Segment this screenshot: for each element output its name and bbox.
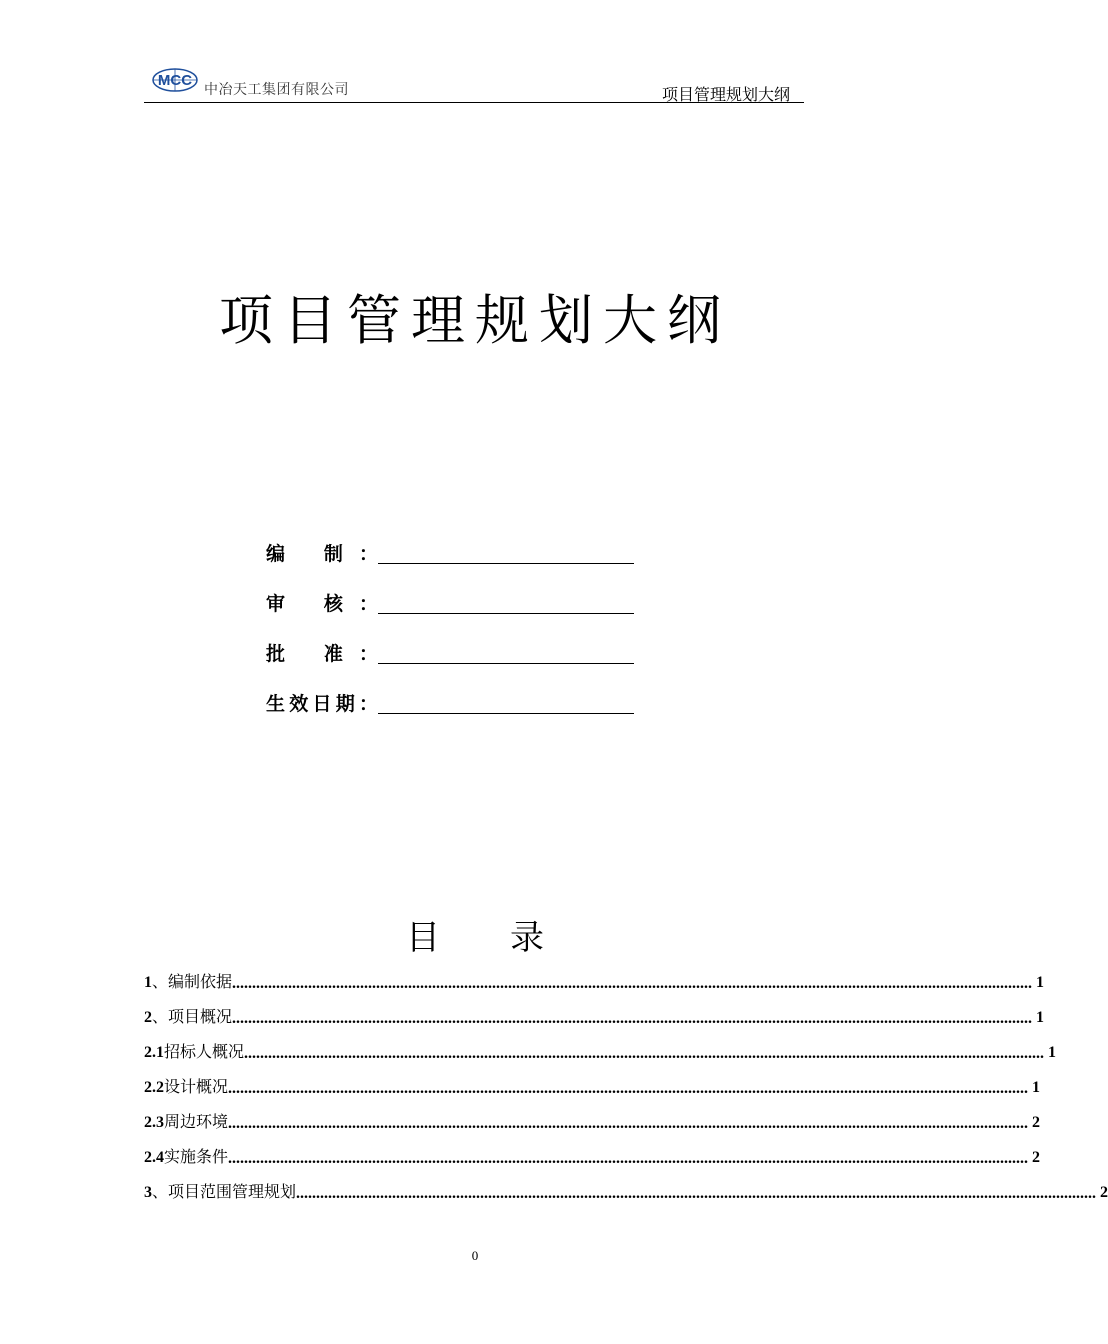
toc-title-left: 目 — [406, 918, 440, 958]
toc-item-page: 1 — [1032, 1079, 1041, 1096]
toc-item-number: 2.4 — [144, 1149, 164, 1166]
signature-line — [378, 613, 634, 614]
toc-item-number: 1 — [144, 974, 152, 991]
mcc-logo-icon — [152, 68, 198, 92]
toc-item-page: 2 — [1032, 1149, 1041, 1166]
signature-row-approve — [266, 635, 646, 665]
toc-leader: ........................................................................................................................................................................................................ — [232, 975, 1033, 992]
toc-item-number: 3 — [144, 1184, 152, 1201]
toc-item-text: 招标人概况 — [164, 1042, 245, 1061]
logo-text: MCC — [157, 72, 193, 89]
toc-leader: ........................................................................................................................................................................................................ — [228, 1080, 1029, 1097]
toc-item[interactable] — [144, 1073, 1041, 1097]
toc-item-number: 2.3 — [144, 1114, 164, 1131]
toc-item-page: 2 — [1100, 1184, 1108, 1201]
signature-label: 批 准： — [266, 643, 378, 665]
toc-item[interactable] — [144, 1038, 1057, 1062]
signature-row-compile — [266, 535, 646, 565]
signature-label: 编 制： — [266, 543, 378, 565]
signature-row-review — [266, 585, 646, 615]
page-title: 项目管理规划大纲 — [219, 289, 731, 352]
signature-label: 审 核： — [266, 593, 378, 615]
toc-item-page: 2 — [1032, 1114, 1041, 1131]
toc-item-text: 周边环境 — [164, 1112, 229, 1131]
toc-item[interactable] — [144, 1003, 1045, 1027]
toc-leader: ........................................................................................................................................................................................................ — [232, 1010, 1033, 1027]
toc-item-page: 1 — [1036, 1009, 1045, 1026]
toc-item-text: 设计概况 — [164, 1077, 229, 1096]
header-doc-title: 项目管理规划大纲 — [661, 85, 790, 104]
toc-leader: ........................................................................................................................................................................................................ — [244, 1045, 1045, 1062]
signature-label: 生效日期： — [266, 693, 378, 715]
toc-leader: ........................................................................................................................................................................................................ — [296, 1185, 1097, 1202]
toc-item-page: 1 — [1048, 1044, 1057, 1061]
toc-title — [0, 910, 950, 959]
signature-row-effective-date — [266, 685, 646, 715]
toc-item-number: 2.1 — [144, 1044, 164, 1061]
toc-item-text: 实施条件 — [164, 1147, 229, 1166]
toc-leader: ........................................................................................................................................................................................................ — [228, 1115, 1029, 1132]
signature-line — [378, 663, 634, 664]
signature-line — [378, 563, 634, 564]
toc-item[interactable] — [144, 1108, 1041, 1132]
company-name: 中冶天工集团有限公司 — [204, 82, 349, 98]
signature-line — [378, 713, 634, 714]
toc-item[interactable] — [144, 1178, 1108, 1202]
page-header — [144, 62, 804, 103]
toc-item-text: 、编制依据 — [152, 972, 233, 991]
toc-item-text: 、项目概况 — [152, 1007, 233, 1026]
toc-item[interactable] — [144, 1143, 1041, 1167]
toc-item[interactable] — [144, 968, 1045, 992]
toc-item-number: 2.2 — [144, 1079, 164, 1096]
page-number: 0 — [471, 1248, 479, 1263]
toc-item-page: 1 — [1036, 974, 1045, 991]
toc-title-right: 录 — [510, 918, 544, 958]
toc-item-text: 、项目范围管理规划 — [152, 1182, 297, 1201]
toc-leader: ........................................................................................................................................................................................................ — [228, 1150, 1029, 1167]
toc-item-number: 2 — [144, 1009, 152, 1026]
